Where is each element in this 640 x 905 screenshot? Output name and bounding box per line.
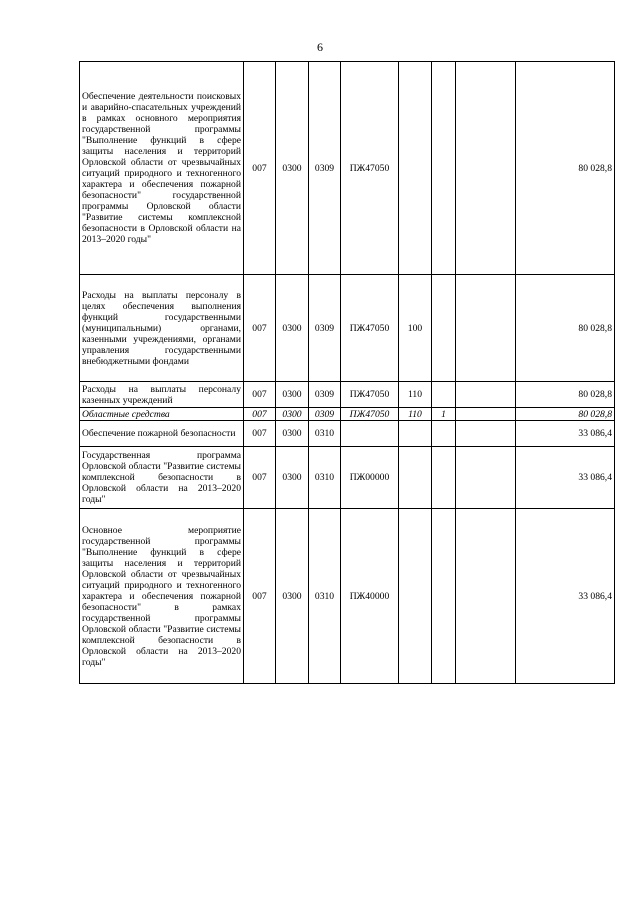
extra-code bbox=[456, 275, 516, 382]
amount: 80 028,8 bbox=[516, 62, 615, 275]
expense-type-code: 110 bbox=[399, 382, 432, 408]
subsection-code: 0309 bbox=[309, 62, 341, 275]
table-row bbox=[80, 275, 615, 382]
target-code: ПЖ00000 bbox=[341, 447, 399, 509]
row-description: Государственная программа Орловской области "Развитие системы комплексной безопасности в Орловской области на 2013–2020 годы" bbox=[80, 447, 244, 509]
subsection-code: 0309 bbox=[309, 382, 341, 408]
subsection-code: 0309 bbox=[309, 275, 341, 382]
amount: 80 028,8 bbox=[516, 275, 615, 382]
extra-code bbox=[456, 447, 516, 509]
amount: 33 086,4 bbox=[516, 421, 615, 447]
row-description: Основное мероприятие государственной программы "Выполнение функций в сфере защиты населения и территорий Орловской области от чрезвычайных ситуаций природного и техногенного характера и обеспечения пожарной безопасности" в рамках государственной программы Орловской области "Развитие системы комплексной безопасности в Орловской области на 2013–2020 годы" bbox=[80, 509, 244, 684]
extra-code bbox=[456, 382, 516, 408]
amount: 80 028,8 bbox=[516, 382, 615, 408]
fund-code bbox=[432, 447, 456, 509]
target-code bbox=[341, 421, 399, 447]
amount: 33 086,4 bbox=[516, 509, 615, 684]
fund-code bbox=[432, 382, 456, 408]
table-row bbox=[80, 408, 615, 421]
table-row bbox=[80, 382, 615, 408]
table-row bbox=[80, 447, 615, 509]
target-code: ПЖ47050 bbox=[341, 408, 399, 421]
row-description: Расходы на выплаты персоналу казенных учреждений bbox=[80, 382, 244, 408]
target-code: ПЖ40000 bbox=[341, 509, 399, 684]
fund-code bbox=[432, 275, 456, 382]
expense-type-code bbox=[399, 509, 432, 684]
subsection-code: 0309 bbox=[309, 408, 341, 421]
extra-code bbox=[456, 62, 516, 275]
row-description: Обеспечение пожарной безопасности bbox=[80, 421, 244, 447]
extra-code bbox=[456, 421, 516, 447]
fund-code: 1 bbox=[432, 408, 456, 421]
table-row bbox=[80, 421, 615, 447]
row-description: Обеспечение деятельности поисковых и аварийно-спасательных учреждений в рамках основного мероприятия государственной программы "Выполнение функций в сфере защиты населения и территорий Орловской области от чрезвычайных ситуаций природного и техногенного характера и обеспечения пожарной безопасности" государственной программы Орловской области "Развитие системы комплексной безопасности в Орловской области на 2013–2020 годы" bbox=[80, 62, 244, 275]
ministry-code: 007 bbox=[244, 509, 276, 684]
section-code: 0300 bbox=[276, 447, 309, 509]
row-description: Расходы на выплаты персоналу в целях обеспечения выполнения функций государственными (муниципальными) органами, казенными учреждениями, органами управления государственными внебюджетными фондами bbox=[80, 275, 244, 382]
expense-type-code: 100 bbox=[399, 275, 432, 382]
ministry-code: 007 bbox=[244, 421, 276, 447]
target-code: ПЖ47050 bbox=[341, 62, 399, 275]
budget-table bbox=[79, 61, 615, 684]
table-row bbox=[80, 509, 615, 684]
section-code: 0300 bbox=[276, 275, 309, 382]
expense-type-code bbox=[399, 62, 432, 275]
amount: 33 086,4 bbox=[516, 447, 615, 509]
ministry-code: 007 bbox=[244, 408, 276, 421]
subsection-code: 0310 bbox=[309, 421, 341, 447]
fund-code bbox=[432, 509, 456, 684]
table-row bbox=[80, 62, 615, 275]
ministry-code: 007 bbox=[244, 447, 276, 509]
page-number: 6 bbox=[317, 40, 323, 54]
extra-code bbox=[456, 509, 516, 684]
subsection-code: 0310 bbox=[309, 447, 341, 509]
ministry-code: 007 bbox=[244, 382, 276, 408]
expense-type-code: 110 bbox=[399, 408, 432, 421]
section-code: 0300 bbox=[276, 408, 309, 421]
ministry-code: 007 bbox=[244, 62, 276, 275]
section-code: 0300 bbox=[276, 62, 309, 275]
amount: 80 028,8 bbox=[516, 408, 615, 421]
expense-type-code bbox=[399, 421, 432, 447]
section-code: 0300 bbox=[276, 421, 309, 447]
target-code: ПЖ47050 bbox=[341, 275, 399, 382]
fund-code bbox=[432, 62, 456, 275]
subsection-code: 0310 bbox=[309, 509, 341, 684]
section-code: 0300 bbox=[276, 382, 309, 408]
ministry-code: 007 bbox=[244, 275, 276, 382]
section-code: 0300 bbox=[276, 509, 309, 684]
expense-type-code bbox=[399, 447, 432, 509]
extra-code bbox=[456, 408, 516, 421]
target-code: ПЖ47050 bbox=[341, 382, 399, 408]
row-description: Областные средства bbox=[80, 408, 244, 421]
fund-code bbox=[432, 421, 456, 447]
